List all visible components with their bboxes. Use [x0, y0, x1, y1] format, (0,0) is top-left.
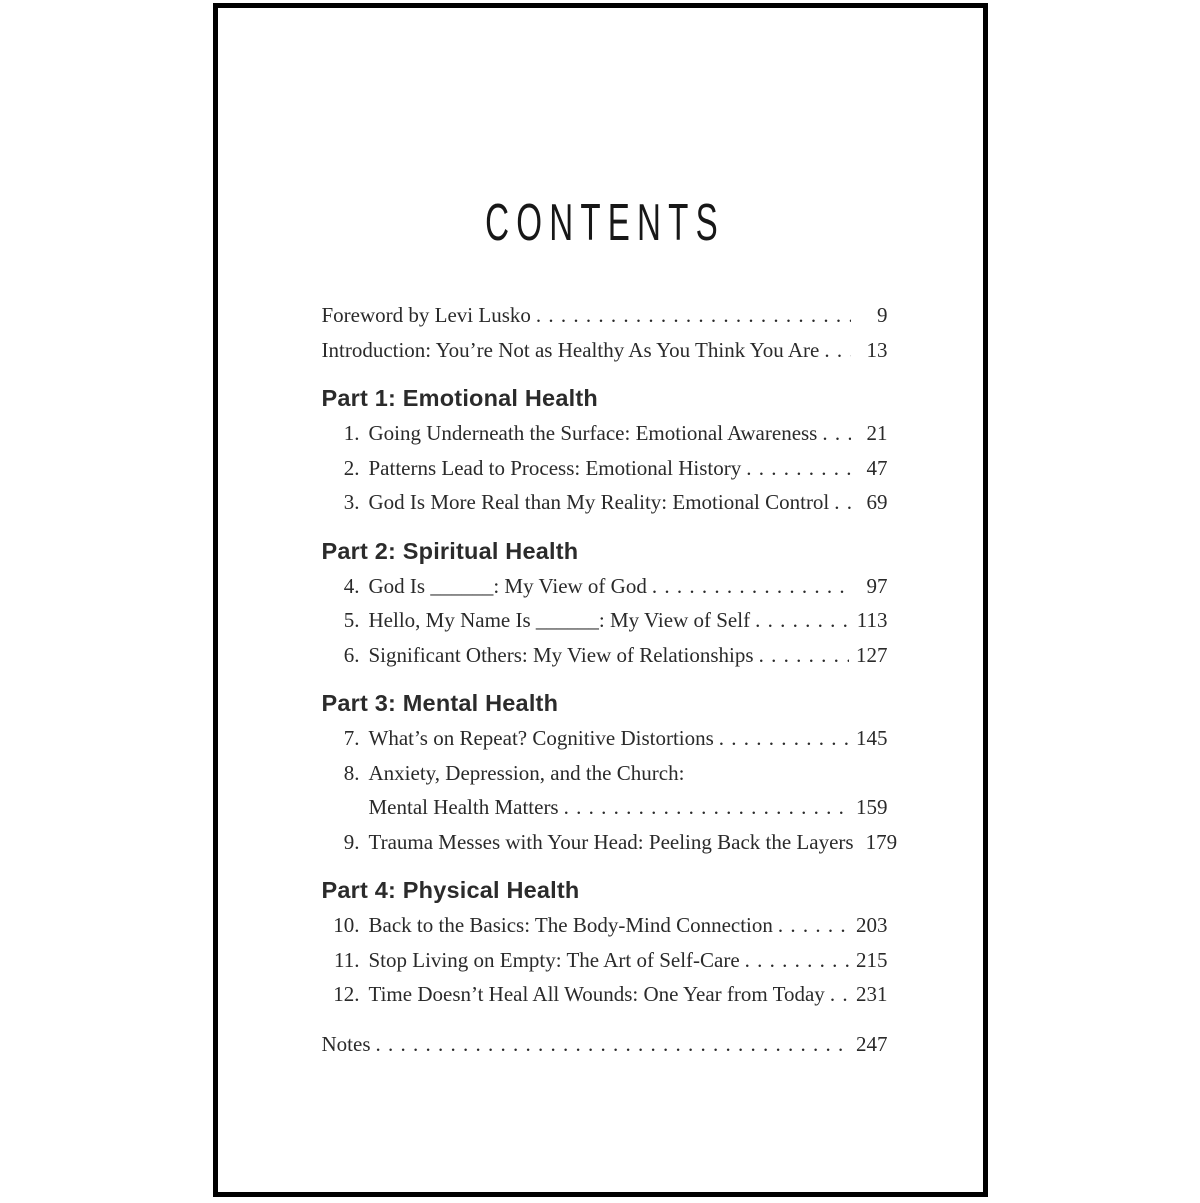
- chapter-number: 3.: [343, 490, 360, 514]
- entry-label: Notes: [321, 1031, 371, 1056]
- toc-entry-chapter-3: [322, 485, 888, 520]
- chapter-number: 10.: [333, 913, 360, 937]
- page-number: 247: [856, 1031, 888, 1056]
- dot-leader: [830, 977, 849, 1012]
- page-number: 231: [856, 982, 888, 1006]
- toc-entry-chapter-1: [322, 416, 888, 451]
- chapter-title: Trauma Messes with Your Head: Peeling Back the Layers: [368, 829, 854, 854]
- chapter-number: 5.: [343, 608, 360, 632]
- toc-entry-chapter-2: [322, 451, 888, 486]
- page-number: 215: [856, 947, 888, 972]
- dot-leader: [536, 298, 851, 333]
- chapter-number: 12.: [333, 982, 360, 1006]
- book-page: [213, 3, 988, 1197]
- dot-leader: [376, 1027, 850, 1062]
- chapter-number: 2.: [343, 455, 360, 480]
- chapter-title: Back to the Basics: The Body-Mind Connection: [368, 913, 773, 937]
- dot-leader: [755, 603, 850, 638]
- dot-leader: [824, 333, 850, 368]
- page-number: 159: [856, 795, 888, 819]
- part-1-heading: Part 1: Emotional Health: [321, 385, 598, 411]
- part-4-heading: Part 4: Physical Health: [321, 877, 580, 903]
- chapter-title: God Is More Real than My Reality: Emotional Control: [368, 490, 830, 514]
- chapter-number: 1.: [343, 421, 360, 445]
- page-number: 9: [877, 303, 888, 327]
- page-number: 47: [866, 455, 888, 480]
- toc-entry-chapter-12: [322, 977, 888, 1012]
- chapter-title: God Is ______: My View of God: [368, 573, 647, 598]
- chapter-number: 8.: [343, 760, 360, 785]
- dot-leader: [564, 790, 849, 825]
- page-number: 179: [865, 829, 898, 854]
- dot-leader: [759, 638, 849, 673]
- page-number: 203: [856, 913, 888, 937]
- chapter-title-continued: Mental Health Matters: [368, 795, 559, 819]
- page-number: 127: [856, 642, 888, 667]
- dot-leader: [652, 569, 851, 604]
- chapter-number: 4.: [343, 573, 360, 598]
- chapter-number: 11.: [334, 947, 360, 972]
- page-number: 69: [866, 490, 888, 514]
- part-3-heading: Part 3: Mental Health: [321, 690, 559, 716]
- chapter-title: Time Doesn’t Heal All Wounds: One Year from Today: [368, 982, 825, 1006]
- toc-entry-chapter-6: [322, 638, 888, 673]
- dot-leader: [719, 721, 849, 756]
- page-number: 13: [866, 337, 888, 362]
- dot-leader: [834, 485, 850, 520]
- chapter-title: Stop Living on Empty: The Art of Self-Care: [368, 947, 740, 972]
- chapter-number: 7.: [343, 726, 360, 750]
- toc-entry-chapter-5: [322, 603, 888, 638]
- entry-label: Foreword by Levi Lusko: [321, 303, 531, 327]
- chapter-title: What’s on Repeat? Cognitive Distortions: [368, 726, 714, 750]
- toc-entry-chapter-9: [322, 825, 898, 860]
- toc-entry-chapter-7: [322, 721, 888, 756]
- chapter-title: Going Underneath the Surface: Emotional Awareness: [368, 421, 818, 445]
- entry-label: Introduction: You’re Not as Healthy As You Think You Are: [321, 337, 820, 362]
- chapter-title: Patterns Lead to Process: Emotional History: [368, 455, 742, 480]
- chapter-title: Hello, My Name Is ______: My View of Self: [368, 608, 751, 632]
- dot-leader: [778, 908, 849, 943]
- toc-entry-chapter-8-line-2: [322, 790, 888, 825]
- page-number: 145: [856, 726, 888, 750]
- table-of-contents: [218, 192, 983, 1061]
- toc-entry-foreword: [322, 298, 888, 333]
- page-title: CONTENTS: [484, 192, 725, 252]
- dot-leader: [745, 943, 849, 978]
- chapter-number: 6.: [343, 642, 360, 667]
- chapter-title: Significant Others: My View of Relationships: [368, 642, 754, 667]
- chapter-number: 9.: [343, 829, 360, 854]
- dot-leader: [822, 416, 850, 451]
- toc-entry-notes: [322, 1027, 888, 1062]
- page-number: 21: [866, 421, 888, 445]
- toc-entry-chapter-4: [322, 569, 888, 604]
- dot-leader: [746, 451, 850, 486]
- chapter-title: Anxiety, Depression, and the Church:: [368, 760, 685, 785]
- toc-entry-chapter-10: [322, 908, 888, 943]
- toc-entry-chapter-11: [322, 943, 888, 978]
- part-2-heading: Part 2: Spiritual Health: [321, 537, 579, 564]
- page-number: 113: [856, 608, 888, 632]
- toc-entry-introduction: [322, 333, 888, 368]
- toc-entry-chapter-8-line-1: [322, 756, 888, 791]
- page-number: 97: [866, 573, 888, 598]
